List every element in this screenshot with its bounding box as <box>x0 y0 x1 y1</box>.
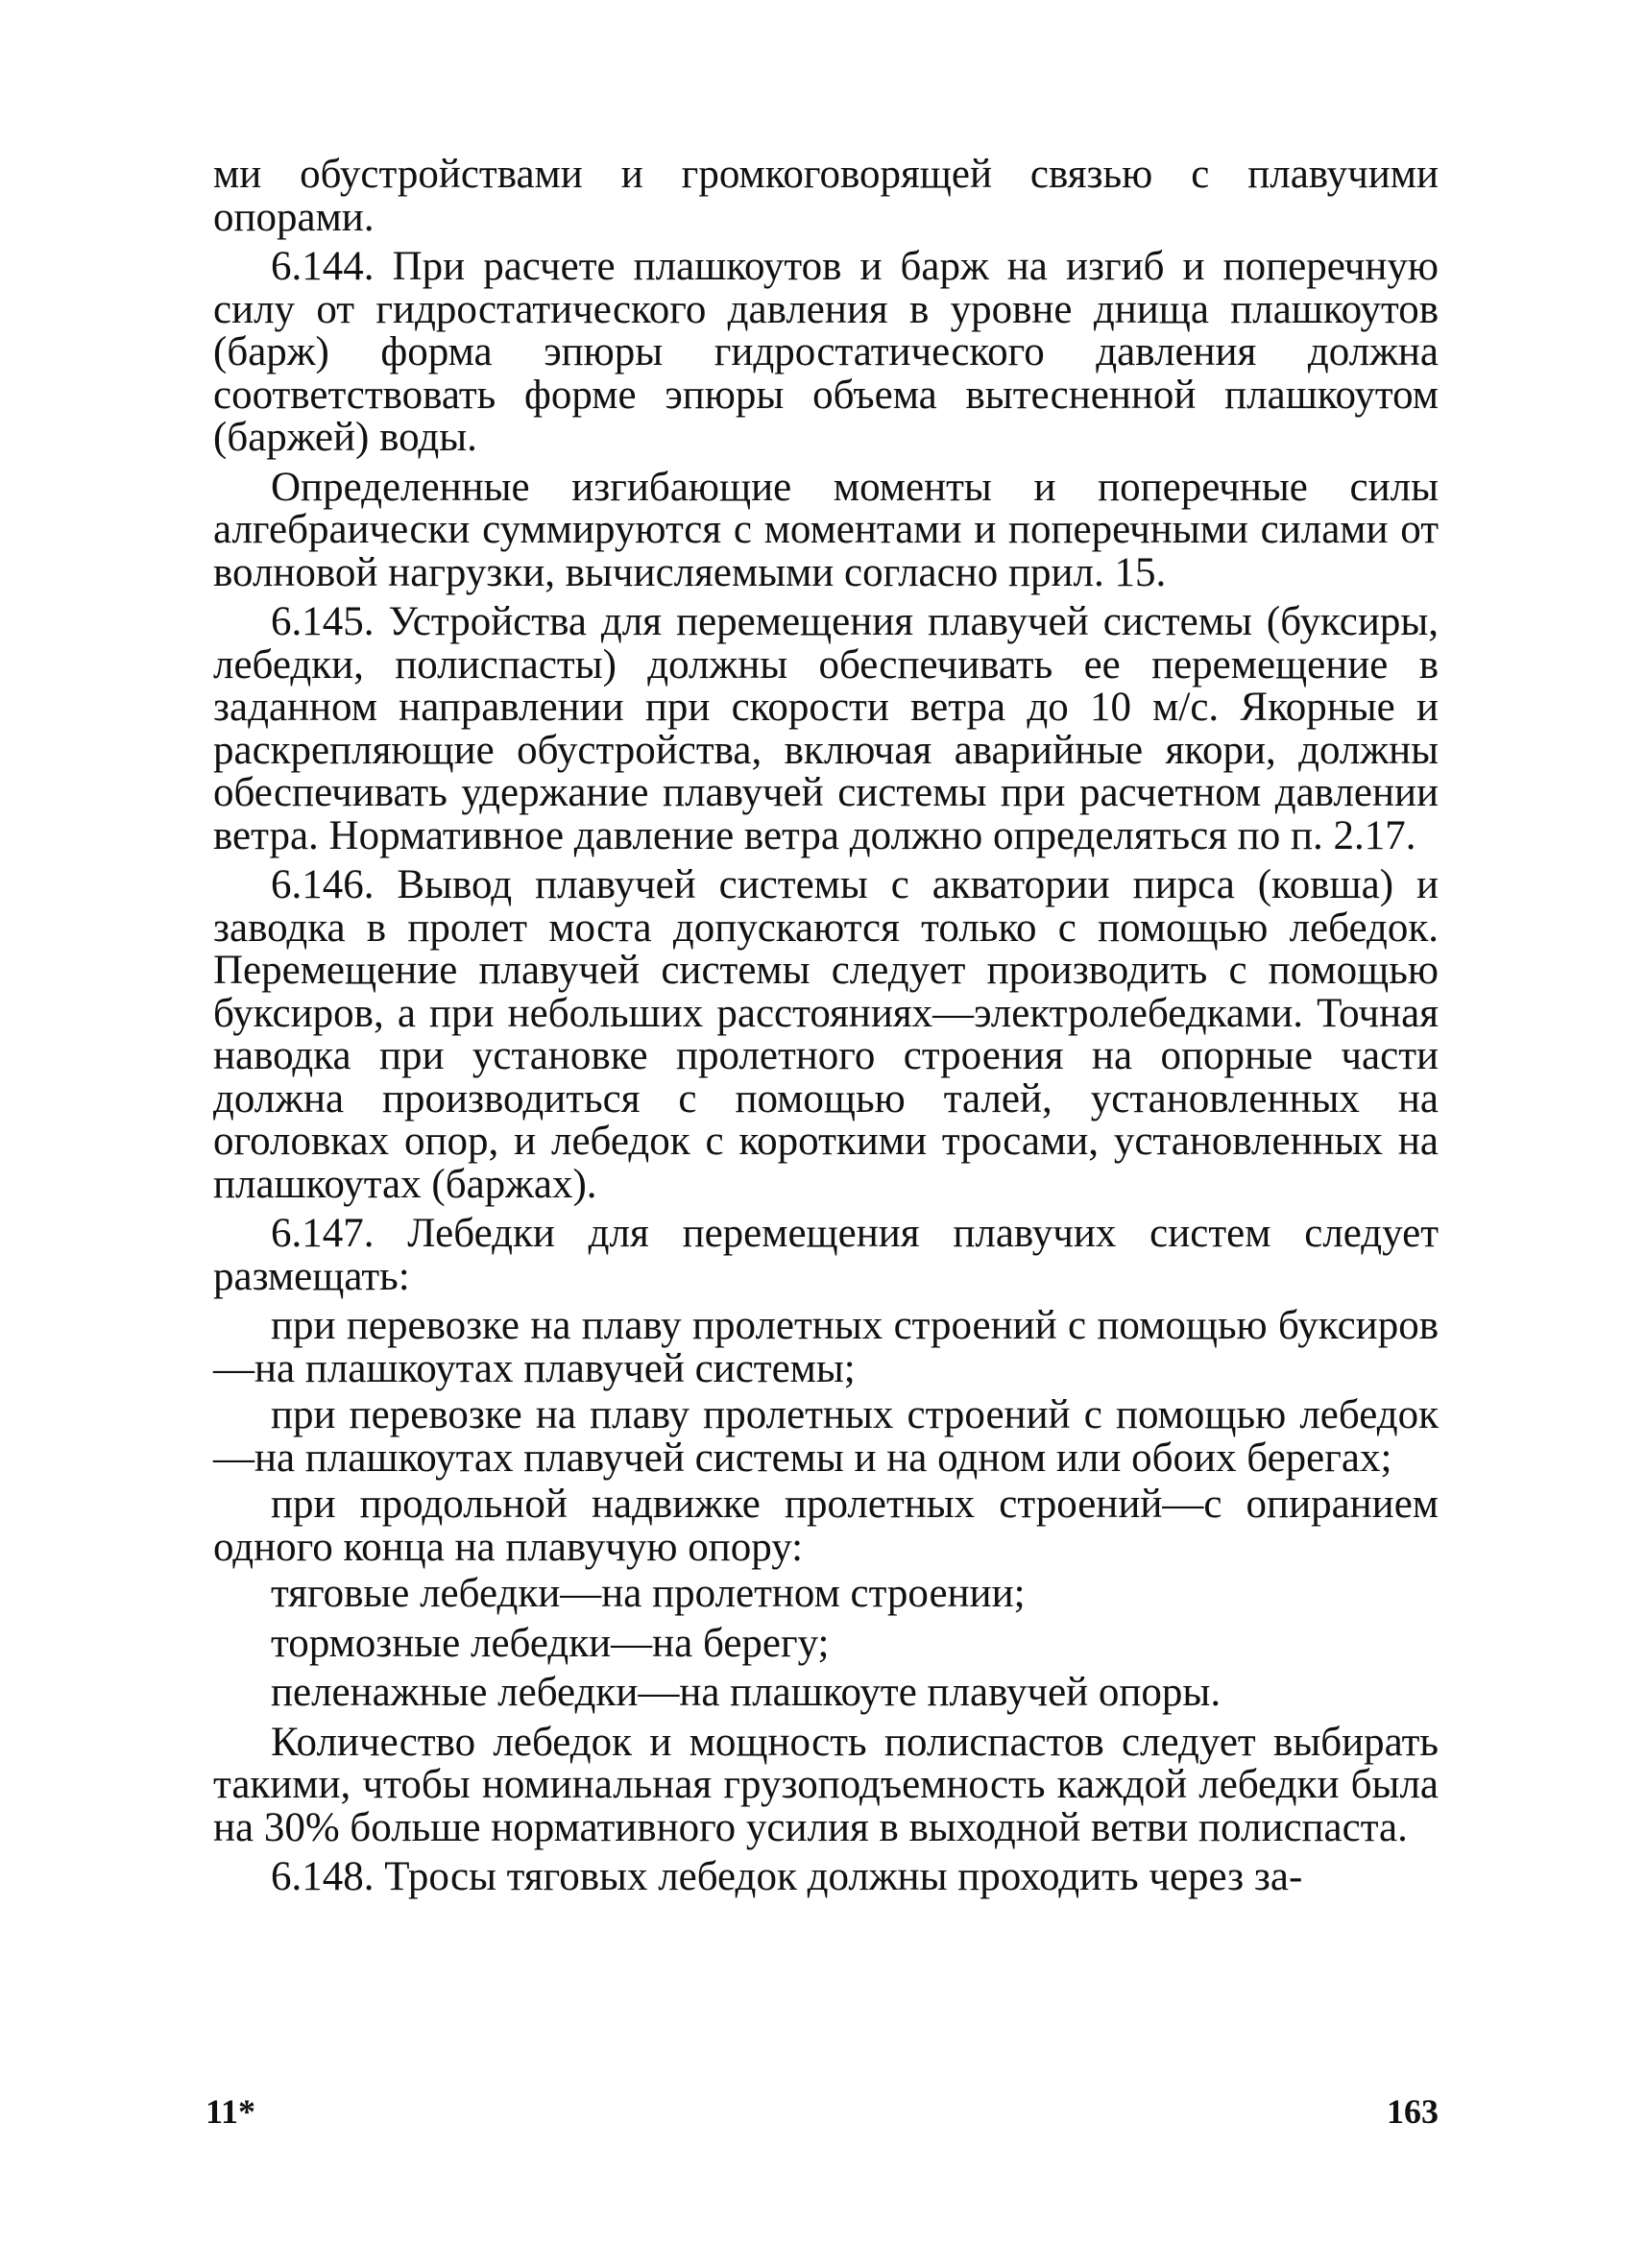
list-item-brake-winches: тормозные лебедки—на берегу; <box>271 1620 830 1666</box>
paragraph-6-144-moments: Определенные изгибающие моменты и поперечные силы алгебраически суммируются с моментами и поперечными силами от волновой нагрузки, вычисляемыми согласно прил. 15. <box>213 464 1439 595</box>
paragraph-6-144: 6.144. При расчете плашкоутов и барж на изгиб и поперечную силу от гидростатического давления в уровне днища плашкоутов (барж) форма эпюры гидростатического давления должна соответствовать форме эпюры объема вытесненной плашкоутом (баржей) воды. <box>213 244 1439 460</box>
paragraph-continuation: ми обустройствами и громкоговорящей связью с плавучими опорами. <box>213 152 1439 240</box>
page-number: 163 <box>1387 2092 1439 2131</box>
list-item-traction-winches: тяговые лебедки—на пролетном строении; <box>271 1571 1026 1616</box>
paragraph-winch-capacity: Количество лебедок и мощность полиспастов следует выбирать такими, чтобы номинальная грузоподъемность каждой лебедки была на 30% больше нормативного усилия в выходной ветви полиспаста. <box>213 1719 1439 1850</box>
list-item-guide-winches: пеленажные лебедки—на плашкоуте плавучей опоры. <box>271 1670 1222 1715</box>
signature-mark: 11* <box>206 2092 256 2131</box>
paragraph-6-148: 6.148. Тросы тяговых лебедок должны проходить через за- <box>271 1854 1303 1899</box>
list-item-longitudinal-launch: при продольной надвижке пролетных строений—с опиранием одного конца на плавучую опору: <box>213 1482 1439 1570</box>
paragraph-6-145: 6.145. Устройства для перемещения плавучей системы (буксиры, лебедки, полиспасты) должны обеспечивать ее перемещение в заданном направлении при скорости ветра до 10 м/с. Якорные и раскрепляющие обустройства, включая аварийные якори, должны обеспечивать удержание плавучей системы при расчетном давлении ветра. Нормативное давление ветра должно определяться по п. 2.17. <box>213 599 1439 858</box>
body-text <box>213 154 1439 1906</box>
list-item-winches: при перевозке на плаву пролетных строений с помощью лебедок—на плашкоутах плавучей системы и на одном или обоих берегах; <box>213 1392 1439 1481</box>
paragraph-6-146: 6.146. Вывод плавучей системы с акватории пирса (ковша) и заводка в пролет моста допускаются только с помощью лебедок. Перемещение плавучей системы следует производить с помощью буксиров, а при небольших расстояниях—электролебедками. Точная наводка при установке пролетного строения на опорные части должна производиться с помощью талей, установленных на оголовках опор, и лебедок с короткими тросами, установленных на плашкоутах (баржах). <box>213 862 1439 1207</box>
paragraph-6-147: 6.147. Лебедки для перемещения плавучих систем следует размещать: <box>213 1211 1439 1299</box>
list-item-tugboats: при перевозке на плаву пролетных строений с помощью буксиров—на плашкоутах плавучей системы; <box>213 1303 1439 1391</box>
